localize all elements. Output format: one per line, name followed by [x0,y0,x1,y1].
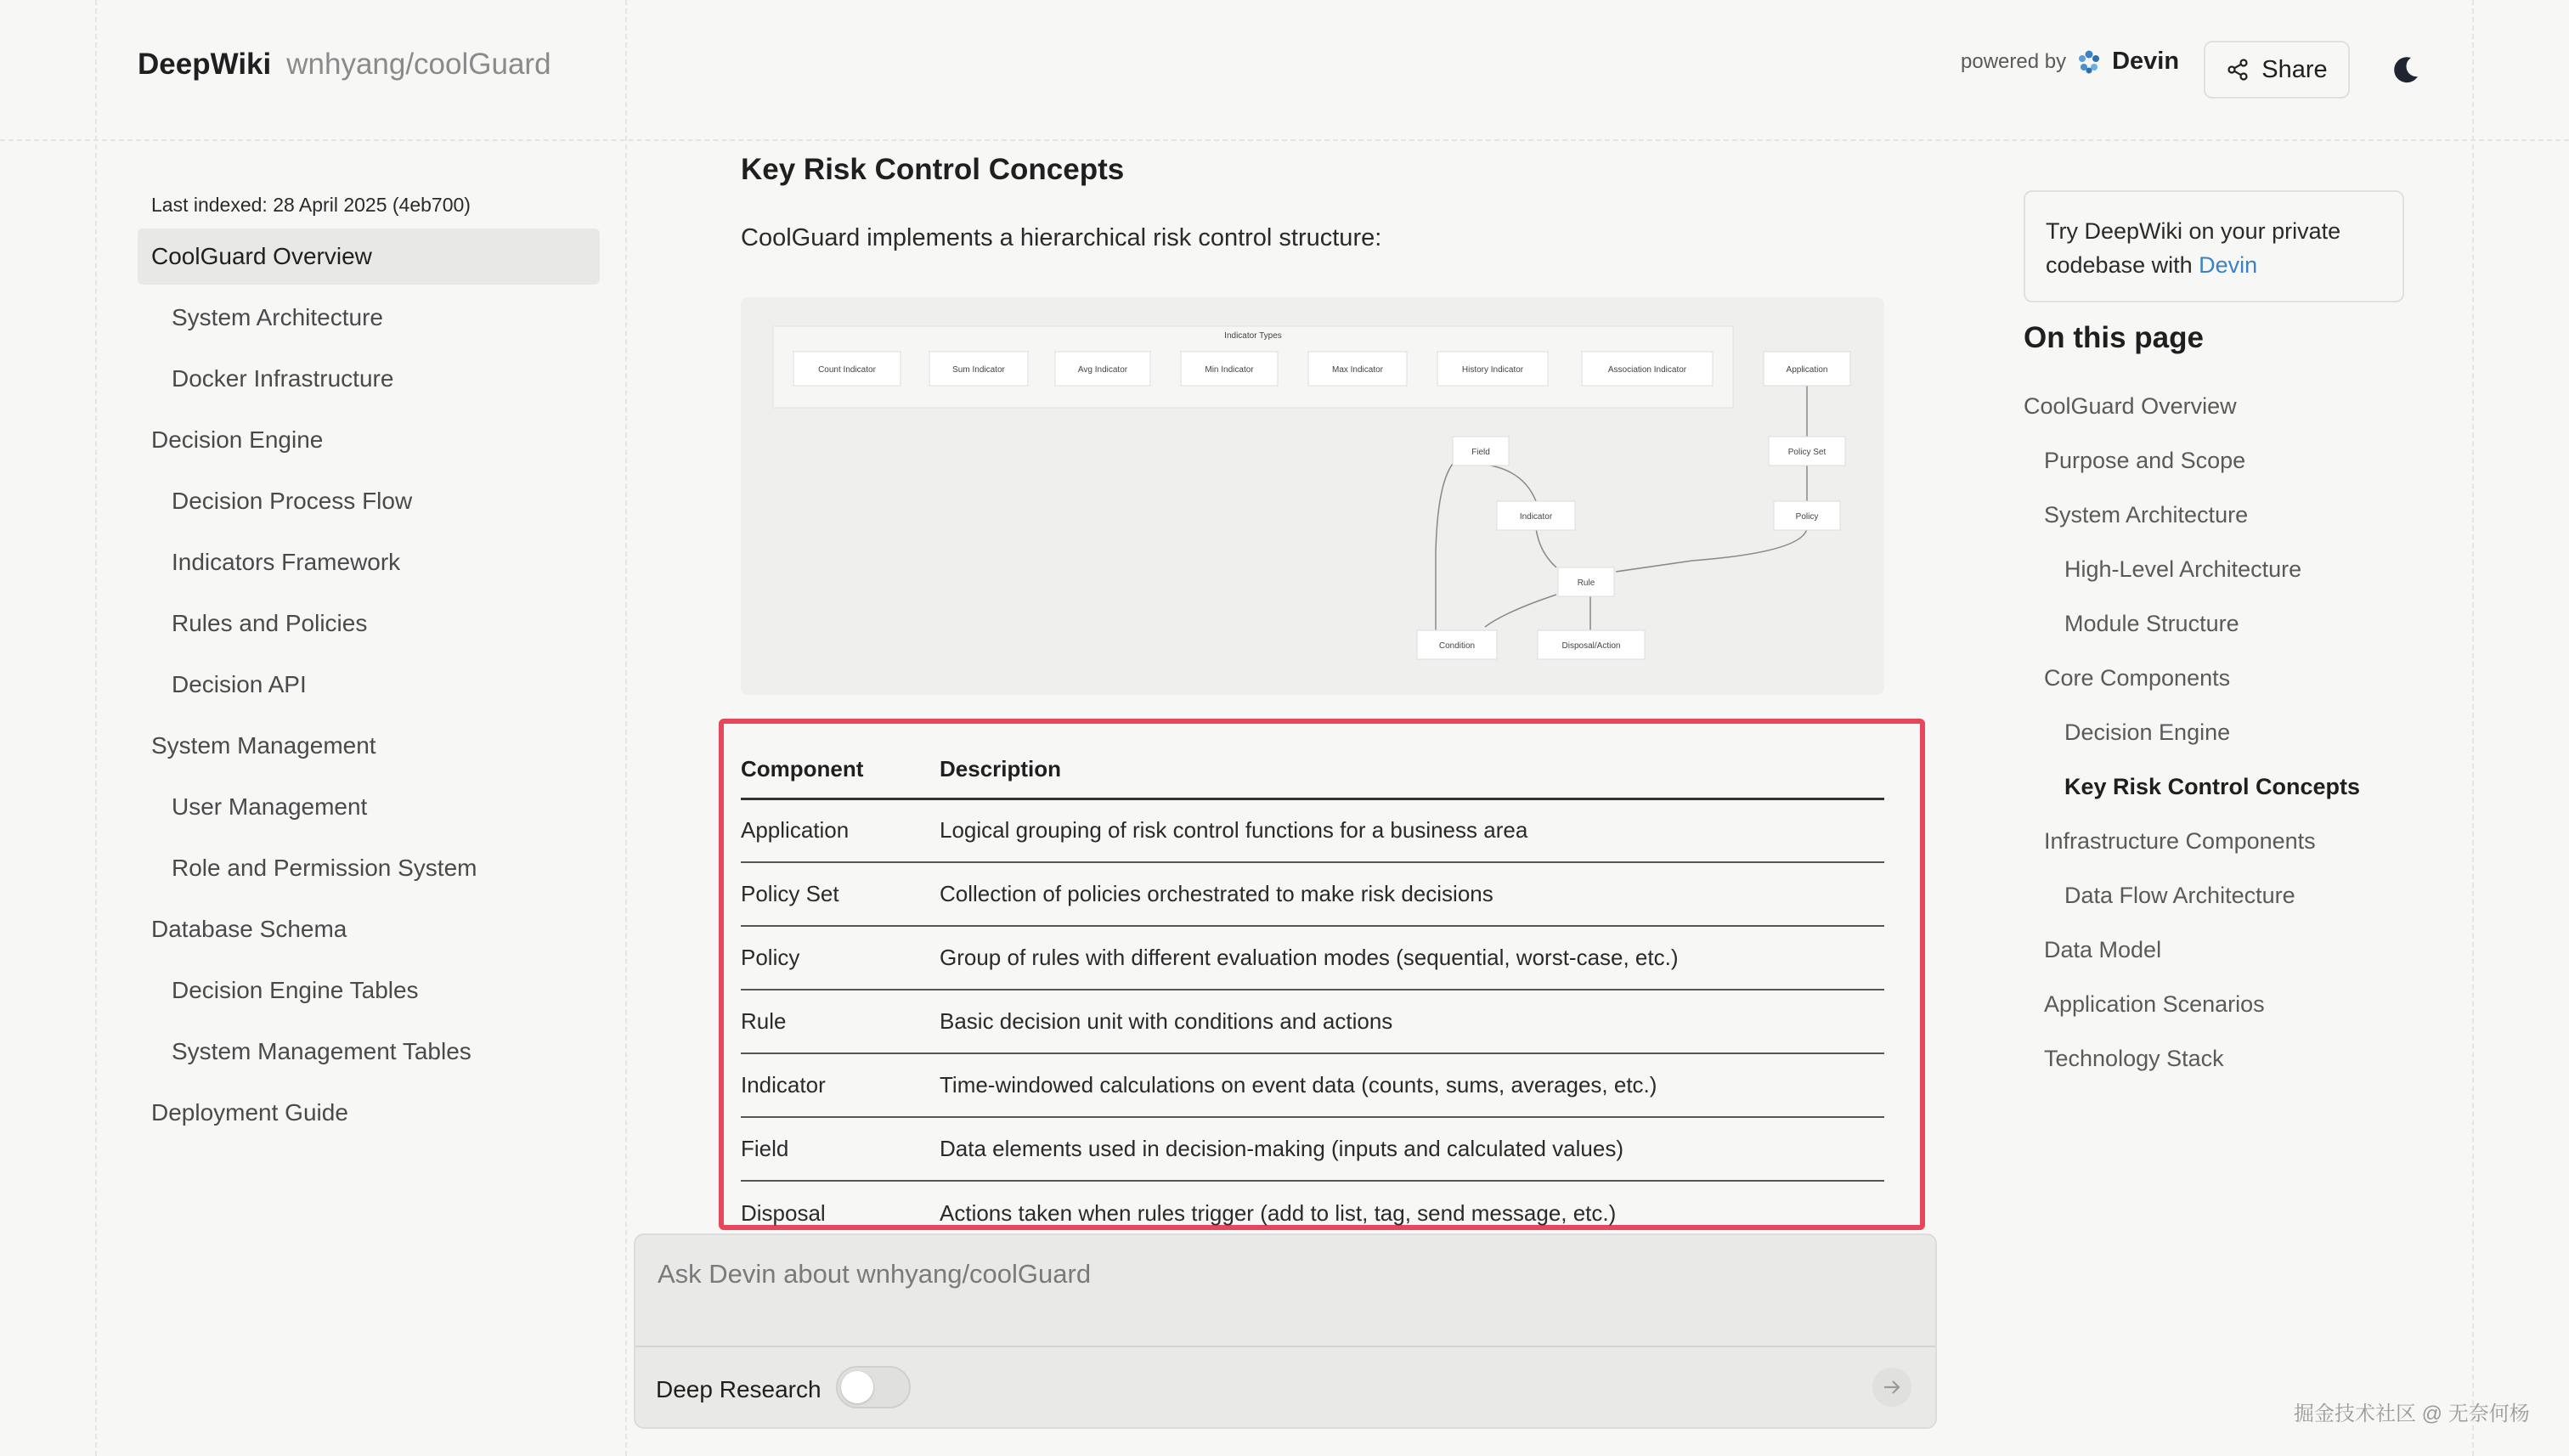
edge-indicator-rule [1536,528,1556,567]
toc-item[interactable]: Application Scenarios [2044,990,2265,1017]
left-sidebar [138,194,600,1146]
svg-text:Policy Set: Policy Set [1787,448,1827,457]
svg-text:Sum Indicator: Sum Indicator [952,365,1005,375]
toc-item[interactable]: Purpose and Scope [2044,447,2246,473]
section-title: Key Risk Control Concepts [741,153,1125,186]
intro-text: CoolGuard implements a hierarchical risk control structure: [741,224,1382,251]
watermark: 掘金技术社区 @ 无奈何杨 [2294,1402,2530,1425]
svg-text:Max Indicator: Max Indicator [1331,365,1384,375]
concepts-diagram[interactable] [741,297,1884,695]
toc-item[interactable]: Data Flow Architecture [2064,882,2295,908]
promo-devin-link[interactable]: Devin [2199,252,2258,278]
table-row [741,1053,1884,1117]
cell-description: Actions taken when rules trigger (add to list, tag, send message, etc.) [940,1199,1617,1226]
diagram-node-condition [1417,630,1497,659]
edge-rule-condition [1485,595,1556,627]
table-header-row [741,741,1884,799]
indicator-type-node [1437,352,1548,386]
svg-text:Policy: Policy [1795,512,1819,522]
repo-name[interactable]: wnhyang/coolGuard [286,48,551,81]
arrow-right-icon [1880,1375,1904,1399]
diagram-node-policy [1774,501,1840,530]
table-of-contents [2024,379,2360,1086]
header-divider [0,139,2569,141]
components-table [741,741,1884,1244]
cell-component: Rule [741,990,940,1053]
edge-field-condition [1436,464,1453,630]
last-indexed: Last indexed: 28 April 2025 (4eb700) [151,194,471,216]
cell-description: Data elements used in decision-making (inputs and calculated values) [940,1117,1884,1181]
diagram-group-label: Indicator Types [1224,331,1282,341]
svg-text:Field: Field [1471,448,1490,457]
nav-item-coolguard-overview[interactable]: CoolGuard Overview [138,229,600,285]
toc-title: On this page [2024,321,2204,354]
cell-component: Indicator [741,1053,940,1117]
powered-by-label: powered by [1961,49,2067,73]
moon-icon[interactable] [2389,53,2423,87]
nav-item-system-management[interactable]: System Management [151,732,376,759]
devin-logo-icon [2076,49,2102,75]
layout-guide [95,0,97,1456]
svg-text:Min Indicator: Min Indicator [1205,365,1254,375]
svg-text:Indicator: Indicator [1519,512,1553,522]
svg-text:Count Indicator: Count Indicator [818,365,876,375]
components-table-highlight [719,719,1925,1230]
diagram-node-disposal-action [1538,630,1645,659]
diagram-svg [741,297,1884,695]
ask-devin-input[interactable]: Ask Devin about wnhyang/coolGuard [658,1259,1092,1289]
diagram-node-rule [1558,567,1614,596]
toc-item[interactable]: Technology Stack [2044,1045,2224,1071]
nav-item-decision-engine-tables[interactable]: Decision Engine Tables [172,977,419,1003]
toc-item[interactable]: System Architecture [2044,501,2249,528]
toggle-knob [841,1371,873,1403]
deep-research-label: Deep Research [656,1376,822,1402]
deep-research-toggle[interactable] [836,1366,911,1408]
table-row [741,1117,1884,1181]
nav-item-decision-process-flow[interactable]: Decision Process Flow [172,488,413,514]
toc-item[interactable]: High-Level Architecture [2064,556,2302,582]
toc-item[interactable]: Module Structure [2064,610,2239,636]
share-icon [2226,58,2250,82]
devin-link[interactable]: Devin [2112,48,2180,75]
nav-item-decision-api[interactable]: Decision API [172,671,307,697]
nav-item-rules-and-policies[interactable]: Rules and Policies [172,610,368,636]
toc-item[interactable]: Decision Engine [2064,719,2231,745]
cell-description: Basic decision unit with conditions and actions [940,990,1884,1053]
svg-text:Avg Indicator: Avg Indicator [1077,365,1128,375]
diagram-node-indicator [1497,501,1575,530]
column-header-component: Component [741,741,940,799]
powered-by[interactable] [1961,48,2179,76]
cell-component: Application [741,799,940,862]
indicator-type-node [1308,352,1407,386]
ask-divider [635,1346,1935,1347]
toc-item-active[interactable]: Key Risk Control Concepts [2064,773,2361,799]
svg-text:Application: Application [1786,365,1828,375]
cell-description: Time-windowed calculations on event data (counts, sums, averages, etc.) [940,1053,1884,1117]
indicator-type-node [929,352,1028,386]
table-row [741,799,1884,862]
edge-field-indicator [1478,464,1536,501]
promo-card[interactable] [2024,190,2404,302]
cell-description: Logical grouping of risk control functions for a business area [940,799,1884,862]
diagram-node-policy-set [1769,437,1845,466]
diagram-node-application [1764,352,1850,386]
share-label: Share [2261,55,2328,83]
diagram-node-field [1453,437,1509,466]
top-header [0,0,2569,139]
toc-item[interactable]: Data Model [2044,936,2162,962]
table-row [741,926,1884,990]
main-content [741,153,1947,252]
svg-text:Disposal/Action: Disposal/Action [1561,641,1621,651]
brand[interactable] [138,48,551,82]
brand-name[interactable]: DeepWiki [138,48,272,81]
nav-item-docker-infrastructure[interactable]: Docker Infrastructure [172,365,394,392]
cell-description: Collection of policies orchestrated to make risk decisions [940,862,1884,926]
ask-devin-panel [634,1233,1937,1429]
toc-item[interactable]: Infrastructure Components [2044,827,2316,854]
nav-item-deployment-guide[interactable]: Deployment Guide [151,1099,348,1126]
cell-component: Policy [741,926,940,990]
toc-item[interactable]: CoolGuard Overview [2024,392,2237,419]
nav-item-database-schema[interactable]: Database Schema [151,916,347,942]
cell-component: Disposal [741,1199,826,1226]
send-button[interactable] [1872,1368,1911,1407]
nav-item-role-permission-system[interactable]: Role and Permission System [172,855,477,881]
nav-item-user-management[interactable]: User Management [172,793,368,820]
svg-text:Condition: Condition [1438,641,1476,651]
promo-text: Try DeepWiki on your private codebase with [2046,218,2341,278]
indicator-type-node [793,352,901,386]
cell-component: Policy Set [741,862,940,926]
nav-item-decision-engine[interactable]: Decision Engine [151,426,324,453]
indicator-type-node [1055,352,1150,386]
table-row [741,862,1884,926]
edge-policy-rule [1616,528,1807,572]
layout-guide [625,0,627,1456]
toc-item[interactable]: Core Components [2044,664,2231,691]
nav-item-system-architecture[interactable]: System Architecture [172,304,383,330]
svg-text:Association Indicator: Association Indicator [1607,365,1687,375]
layout-guide [2472,0,2474,1456]
column-header-description: Description [940,741,1884,799]
share-button[interactable] [2204,41,2350,99]
indicator-type-node [1181,352,1278,386]
nav-item-system-management-tables[interactable]: System Management Tables [172,1038,471,1064]
cell-description: Group of rules with different evaluation modes (sequential, worst-case, etc.) [940,926,1884,990]
table-row [741,990,1884,1053]
svg-text:Rule: Rule [1577,578,1595,588]
svg-text:History Indicator: History Indicator [1461,365,1524,375]
nav-item-indicators-framework[interactable]: Indicators Framework [172,549,401,575]
indicator-type-node [1582,352,1713,386]
cell-component: Field [741,1117,940,1181]
